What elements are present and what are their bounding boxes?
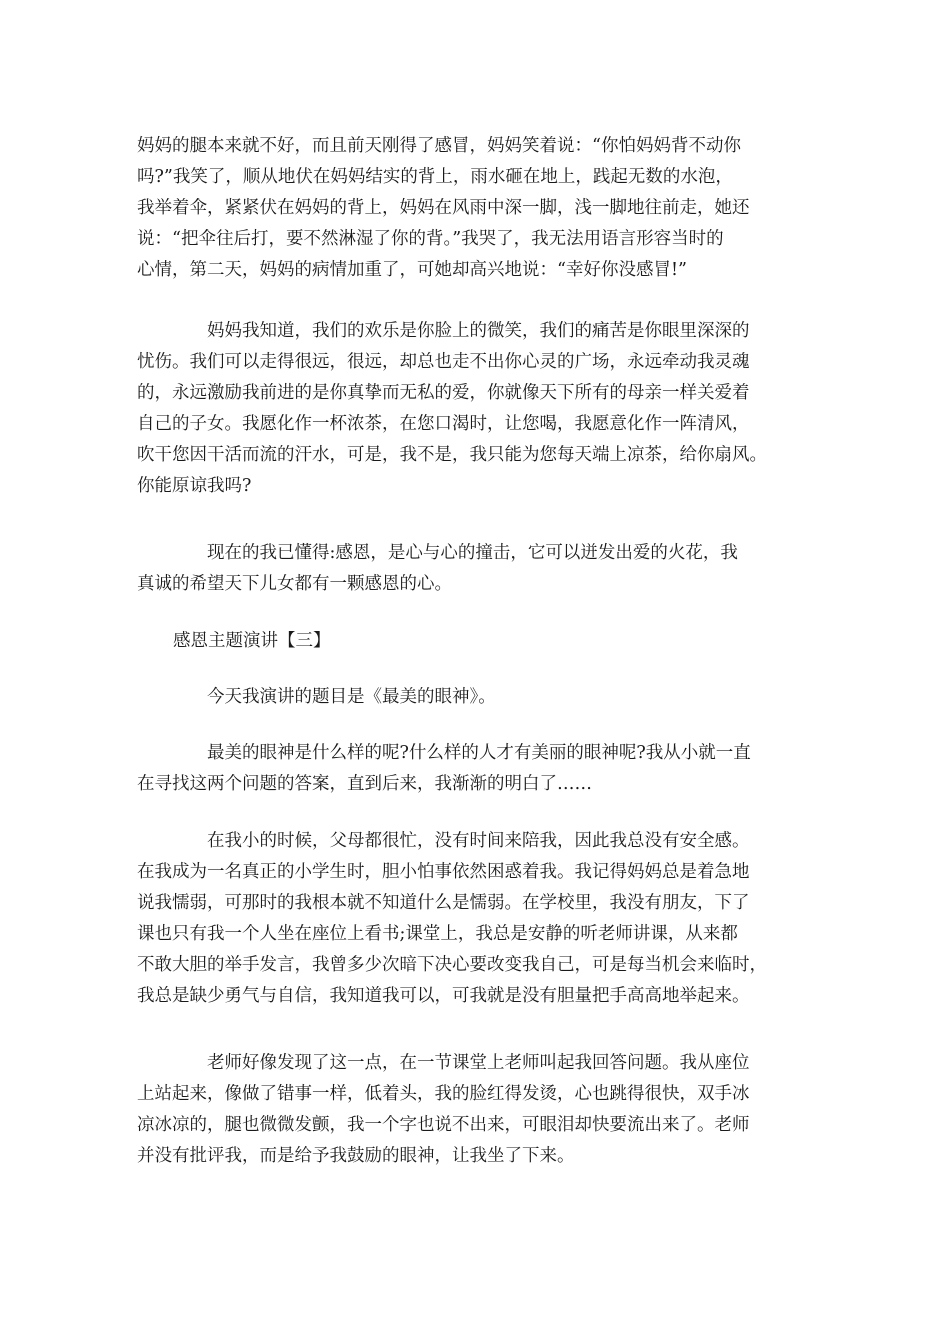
text-line: 自己的子女。我愿化作一杯浓茶，在您口渴时，让您喝，我愿意化作一阵清风， — [137, 414, 750, 434]
paragraph-childhood — [137, 826, 827, 1012]
text-line: 忧伤。我们可以走得很远，很远，却总也走不出你心灵的广场，永远牵动我灵魂 — [137, 352, 750, 372]
text-line: 我总是缺少勇气与自信，我知道我可以，可我就是没有胆量把手高高地举起来。 — [137, 986, 750, 1006]
text-line: 妈妈我知道，我们的欢乐是你脸上的微笑，我们的痛苦是你眼里深深的 — [207, 321, 750, 341]
text-line: 妈妈的腿本来就不好，而且前天刚得了感冒，妈妈笑着说：“你怕妈妈背不动你 — [137, 136, 741, 156]
text-line: 真诚的希望天下儿女都有一颗感恩的心。 — [137, 574, 452, 594]
paragraph-beautiful-eyes — [137, 738, 827, 800]
text-line: 最美的眼神是什么样的呢?什么样的人才有美丽的眼神呢?我从小就一直 — [207, 743, 751, 763]
section-heading — [137, 626, 827, 657]
section-heading-text: 感恩主题演讲【三】 — [173, 631, 331, 651]
text-line: 凉冰凉的，腿也微微发颤，我一个字也说不出来，可眼泪却快要流出来了。老师 — [137, 1115, 750, 1135]
text-line: 在我成为一名真正的小学生时，胆小怕事依然困惑着我。我记得妈妈总是着急地 — [137, 862, 750, 882]
text-line: 说我懦弱，可那时的我根本就不知道什么是懦弱。在学校里，我没有朋友，下了 — [137, 893, 750, 913]
paragraph-teacher — [137, 1048, 827, 1172]
text-line: 不敢大胆的举手发言，我曾多少次暗下决心要改变我自己，可是每当机会来临时， — [137, 955, 767, 975]
text-line: 在我小的时候，父母都很忙，没有时间来陪我，因此我总没有安全感。 — [207, 831, 750, 851]
text-line: 老师好像发现了这一点，在一节课堂上老师叫起我回答问题。我从座位 — [207, 1053, 750, 1073]
paragraph-gratitude — [137, 538, 827, 600]
text-line: 你能原谅我吗? — [137, 476, 252, 496]
text-line: 吹干您因干活而流的汗水，可是，我不是，我只能为您每天端上凉茶，给你扇风。 — [137, 445, 767, 465]
text-line: 的，永远激励我前进的是你真挚而无私的爱，你就像天下所有的母亲一样关爱着 — [137, 383, 750, 403]
text-line: 在寻找这两个问题的答案，直到后来，我渐渐的明白了…… — [137, 774, 592, 794]
text-line: 心情，第二天，妈妈的病情加重了，可她却高兴地说：“幸好你没感冒!” — [137, 260, 687, 280]
paragraph-mother-love — [137, 316, 827, 502]
paragraph-speech-title — [137, 682, 827, 713]
text-line: 上站起来，像做了错事一样，低着头，我的脸红得发烫，心也跳得很快，双手冰 — [137, 1084, 750, 1104]
text-line: 并没有批评我，而是给予我鼓励的眼神，让我坐了下来。 — [137, 1146, 575, 1166]
text-line: 现在的我已懂得:感恩，是心与心的撞击，它可以迸发出爱的火花，我 — [207, 543, 738, 563]
paragraph-mother-carrying — [137, 131, 827, 286]
text-line: 说：“把伞往后打，要不然淋湿了你的背。”我哭了，我无法用语言形容当时的 — [137, 229, 724, 249]
text-line: 我举着伞，紧紧伏在妈妈的背上，妈妈在风雨中深一脚，浅一脚地往前走，她还 — [137, 198, 750, 218]
text-line: 吗?”我笑了，顺从地伏在妈妈结实的背上，雨水砸在地上，践起无数的水泡， — [137, 167, 733, 187]
text-line: 今天我演讲的题目是《最美的眼神》。 — [207, 687, 496, 707]
text-line: 课也只有我一个人坐在座位上看书;课堂上，我总是安静的听老师讲课，从来都 — [137, 924, 738, 944]
